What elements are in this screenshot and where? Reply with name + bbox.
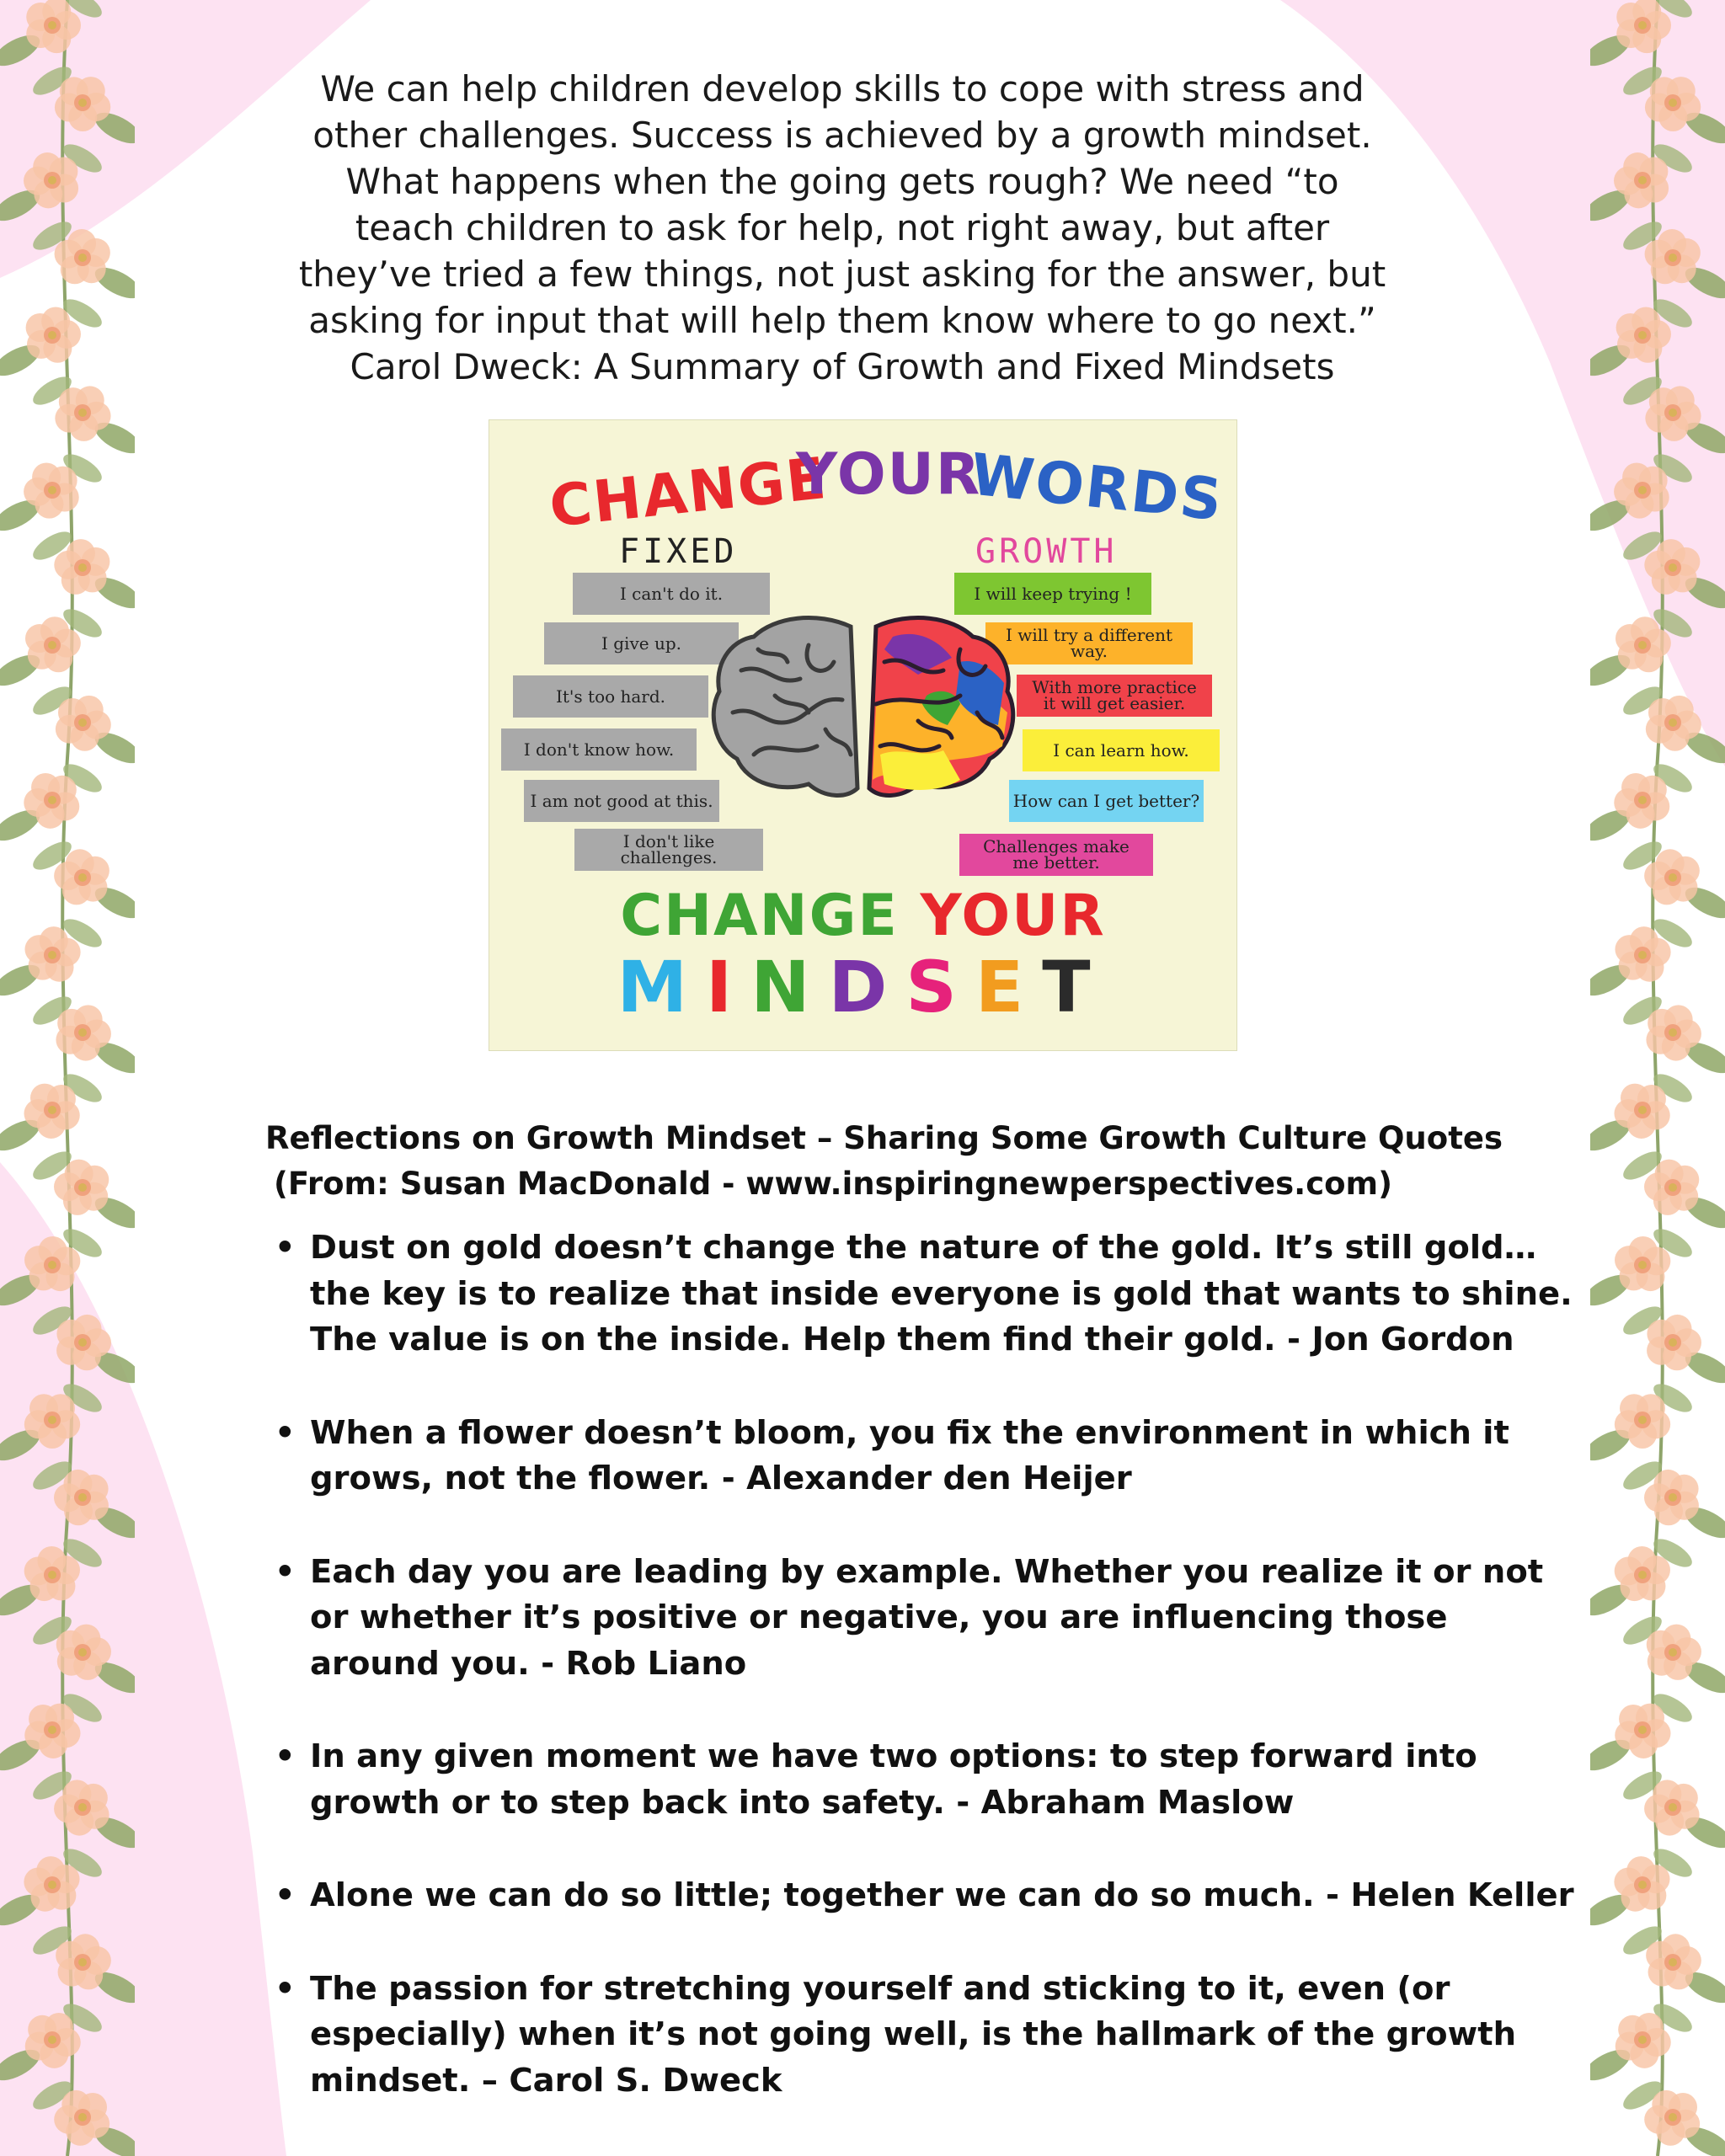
fixed-phrase-tag: I am not good at this.: [524, 780, 719, 822]
quote-text: Dust on gold doesn’t change the nature of the gold. It’s still gold…the key is to realize that inside everyone is gold that wants to shine. The value is on the inside. Help them find their gold. - Jon Gordon: [310, 1229, 1573, 1358]
flower-icon: [1619, 991, 1725, 1080]
growth-phrase-tag: I will keep trying !: [954, 573, 1151, 615]
quote-item: [270, 1225, 1583, 1364]
fixed-phrase-tag: I give up.: [544, 622, 739, 664]
flower-icon: [1619, 1456, 1725, 1545]
flower-icon: [29, 1301, 135, 1390]
flower-icon: [0, 1069, 106, 1157]
flower-icon: [1590, 0, 1696, 72]
quote-text: When a flower doesn’t bloom, you fix the environment in which it grows, not the flower. - Alexander den Heijer: [310, 1413, 1509, 1497]
flower-icon: [29, 526, 135, 615]
flower-icon: [1590, 139, 1696, 227]
poster-title-word: YOUR: [796, 441, 982, 508]
brain-illustration: [708, 611, 1019, 822]
bullet-icon: •: [275, 1552, 296, 1591]
quote-text: Alone we can do so little; together we can do so much. - Helen Keller: [310, 1876, 1574, 1914]
flower-icon: [29, 1766, 135, 1854]
poster-title-word: WORDS: [967, 441, 1226, 535]
bullet-icon: •: [275, 1413, 296, 1452]
flower-icon: [1590, 1069, 1696, 1157]
poster-title-word: CHANGE: [546, 445, 830, 542]
flower-icon: [1590, 1689, 1696, 1777]
growth-phrase-tag: Challenges make me better.: [959, 834, 1153, 876]
quote-item: [270, 1550, 1583, 1688]
flower-icon: [29, 61, 135, 150]
flower-icon: [0, 1534, 106, 1622]
quote-item: [270, 1967, 1583, 2105]
flower-icon: [0, 294, 106, 382]
reflections-heading-line1: Reflections on Growth Mindset – Sharing Some Growth Culture Quotes: [265, 1120, 1503, 1156]
flower-icon: [1619, 1921, 1725, 2009]
flower-icon: [1590, 759, 1696, 847]
growth-brain-icon: [869, 618, 1013, 796]
mindset-letter: S: [905, 946, 975, 1028]
flower-icon: [0, 1379, 106, 1467]
mindset-letter: M: [617, 946, 707, 1028]
flower-icon: [1590, 1534, 1696, 1622]
flower-icon: [1590, 449, 1696, 537]
bottom-word: YOUR: [920, 883, 1106, 949]
flower-icon: [1619, 61, 1725, 150]
mindset-letter: I: [706, 946, 751, 1028]
bullet-icon: •: [275, 1737, 296, 1775]
flower-icon: [1619, 2076, 1725, 2156]
quote-item: [270, 1734, 1583, 1826]
fixed-brain-icon: [713, 618, 857, 796]
flower-icon: [0, 914, 106, 1002]
flower-icon: [29, 216, 135, 305]
bullet-icon: •: [275, 1969, 296, 2008]
growth-phrase-tag: I will try a different way.: [985, 622, 1193, 664]
flower-icon: [1590, 914, 1696, 1002]
flower-icon: [29, 1921, 135, 2009]
flower-icon: [0, 0, 106, 72]
growth-phrase-tag: With more practice it will get easier.: [1017, 675, 1212, 717]
flower-icon: [1619, 836, 1725, 925]
flower-icon: [29, 1611, 135, 1700]
intro-paragraph: We can help children develop skills to cope with stress and other challenges. Success is achieved by a growth mindset. What happens when the going gets rough? We need “to teach children to ask for help, not right away, but after they’ve tried a few things, not just asking for the answer, but asking for input that will help them know where to go next.” Carol Dweck: A Summary of Growth and Fixed Mindsets: [298, 68, 1386, 387]
flower-icon: [1619, 216, 1725, 305]
flower-icon: [1590, 604, 1696, 692]
flower-icon: [1619, 681, 1725, 770]
flower-vine-right: [1590, 0, 1725, 2156]
change-your-words-poster: [489, 419, 1237, 1051]
fixed-phrase-tag: I don't know how.: [501, 728, 697, 771]
mindset-letter: T: [1042, 946, 1109, 1028]
flower-icon: [1590, 1224, 1696, 1312]
flower-icon: [1619, 526, 1725, 615]
flower-icon: [0, 1689, 106, 1777]
flower-icon: [1619, 1766, 1725, 1854]
flower-icon: [29, 371, 135, 460]
flower-icon: [1619, 371, 1725, 460]
quote-item: [270, 1411, 1583, 1502]
growth-phrase-tag: How can I get better?: [1009, 780, 1204, 822]
flower-icon: [1590, 1379, 1696, 1467]
fixed-phrase-tag: I can't do it.: [573, 573, 770, 615]
flower-icon: [0, 1844, 106, 1932]
quote-text: In any given moment we have two options: to step forward into growth or to step back into safety. - Abraham Maslow: [310, 1737, 1477, 1822]
mindset-letter: E: [975, 946, 1043, 1028]
flower-icon: [1590, 294, 1696, 382]
flower-icon: [1619, 1301, 1725, 1390]
mindset-letter: N: [750, 946, 829, 1028]
flower-icon: [0, 449, 106, 537]
flower-icon: [29, 681, 135, 770]
flower-icon: [1590, 1999, 1696, 2087]
quote-item: [270, 1873, 1583, 1919]
quote-text: The passion for stretching yourself and sticking to it, even (or especially) when it’s not going well, is the hallmark of the growth mindset. – Carol S. Dweck: [310, 1969, 1517, 2100]
fixed-phrase-tag: It's too hard.: [513, 675, 708, 718]
flower-icon: [1619, 1611, 1725, 1700]
flower-icon: [0, 759, 106, 847]
bullet-icon: •: [275, 1876, 296, 1914]
growth-column-heading: GROWTH: [975, 532, 1118, 571]
growth-phrase-tag: I can learn how.: [1023, 729, 1220, 771]
bullet-icon: •: [275, 1229, 296, 1267]
flower-vine-left: [0, 0, 135, 2156]
flower-icon: [29, 836, 135, 925]
mindset-word: [489, 946, 1237, 1028]
quote-list: [270, 1225, 1583, 2151]
bottom-word: CHANGE: [620, 883, 899, 949]
flower-icon: [1590, 1844, 1696, 1932]
flower-icon: [29, 1456, 135, 1545]
flower-icon: [0, 1224, 106, 1312]
flower-icon: [29, 2076, 135, 2156]
fixed-column-heading: FIXED: [619, 532, 738, 571]
reflections-heading-line2: (From: Susan MacDonald - www.inspiringnewperspectives.com): [274, 1166, 1393, 1202]
quote-text: Each day you are leading by example. Whether you realize it or not or whether it’s positive or negative, you are influencing those around you. - Rob Liano: [310, 1552, 1544, 1683]
flower-icon: [29, 1146, 135, 1235]
flower-icon: [0, 1999, 106, 2087]
fixed-phrase-tag: I don't like challenges.: [574, 829, 763, 871]
flower-icon: [29, 991, 135, 1080]
flower-icon: [1619, 1146, 1725, 1235]
flower-icon: [0, 139, 106, 227]
change-your-line: [489, 883, 1237, 949]
reflections-heading: [265, 1116, 1579, 1207]
mindset-letter: D: [828, 946, 906, 1028]
flower-icon: [0, 604, 106, 692]
